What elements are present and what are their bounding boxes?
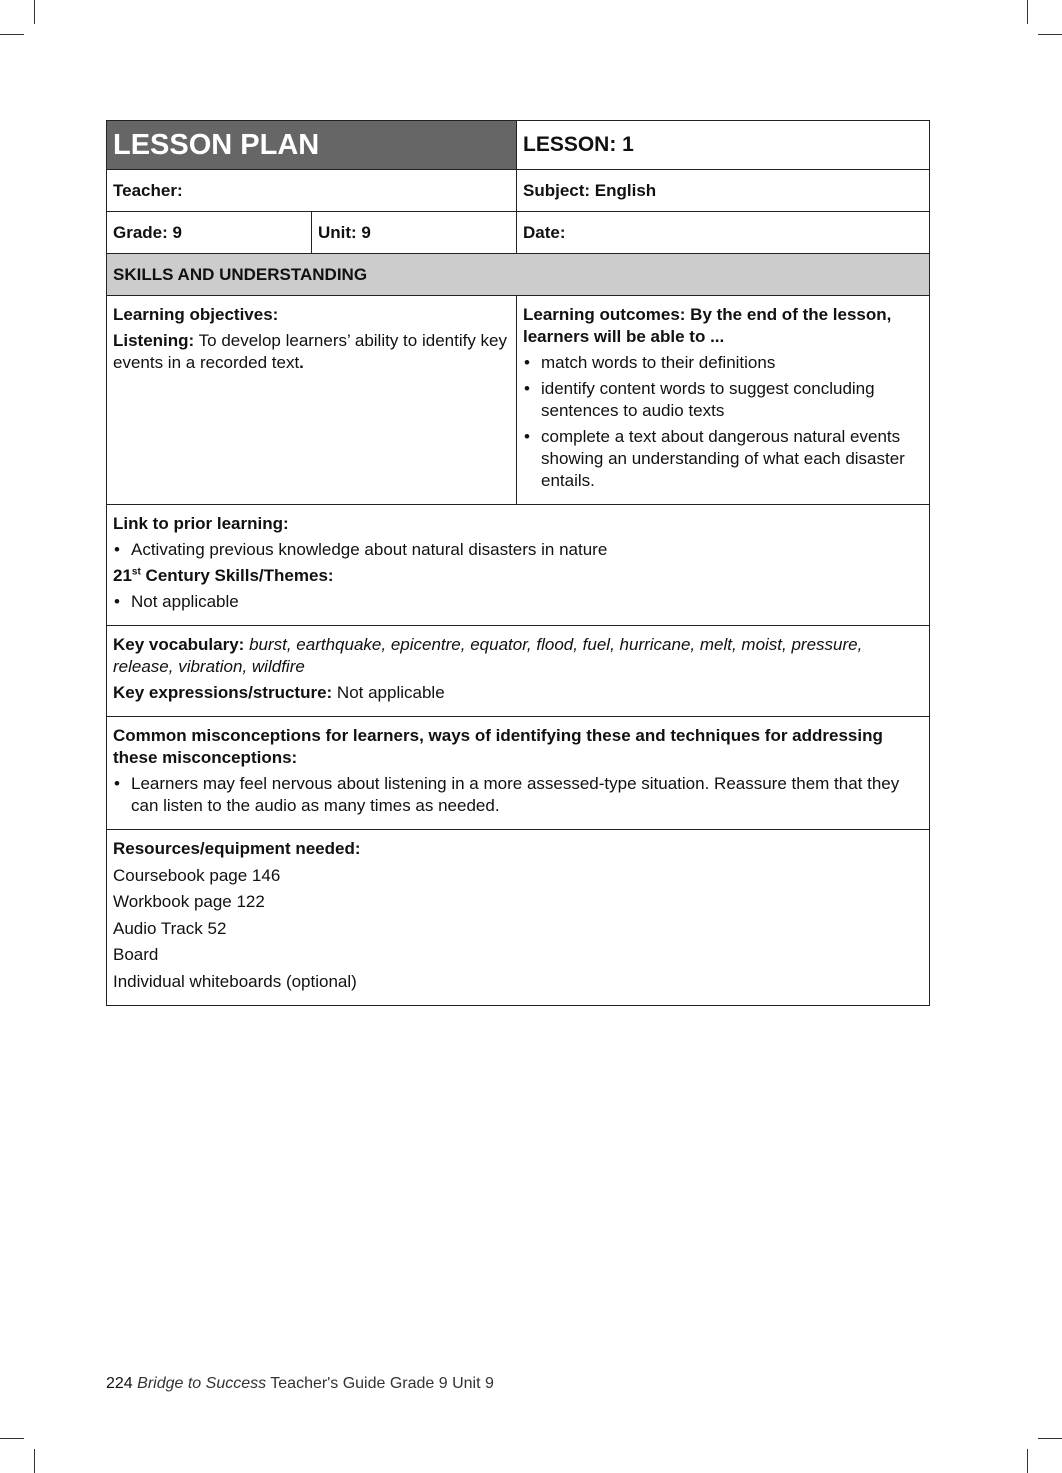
footer-text: Teacher's Guide Grade 9 Unit 9 <box>266 1375 494 1392</box>
bullet-icon: • <box>114 592 120 611</box>
century-number: 21 <box>113 566 132 585</box>
misconception-text: Learners may feel nervous about listening in a more assessed-type situation. Reassure them that they can listen to the audio as many times as needed. <box>131 774 900 815</box>
misconceptions-list <box>113 773 923 817</box>
page-footer <box>106 1375 494 1393</box>
resources-heading: Resources/equipment needed: <box>113 839 361 858</box>
key-expressions-value: Not applicable <box>332 683 445 702</box>
resource-item: Audio Track 52 <box>113 918 227 938</box>
date-field: Date: <box>517 212 930 254</box>
resource-item: Board <box>113 945 159 964</box>
listening-label: Listening: <box>113 331 195 350</box>
crop-mark <box>1038 1438 1062 1439</box>
learning-outcomes-cell <box>517 296 930 505</box>
teacher-field: Teacher: <box>107 170 517 212</box>
lesson-plan-table <box>106 120 930 1006</box>
key-expressions-label: Key expressions/structure: <box>113 683 333 702</box>
crop-mark <box>0 34 24 35</box>
resources-cell <box>107 830 930 1006</box>
crop-mark <box>1038 34 1062 35</box>
crop-mark <box>0 1438 24 1439</box>
century-skills-text: Not applicable <box>131 592 239 611</box>
list-item <box>113 539 923 561</box>
list-item <box>113 591 923 613</box>
key-vocabulary <box>113 634 923 678</box>
lesson-plan-title: LESSON PLAN <box>107 121 517 170</box>
misconceptions-cell <box>107 717 930 830</box>
prior-learning-text: Activating previous knowledge about natural disasters in nature <box>131 540 608 559</box>
grade-field: Grade: 9 <box>107 212 312 254</box>
book-title: Bridge to Success <box>137 1375 267 1392</box>
learning-objectives-cell <box>107 296 517 505</box>
resource-item: Workbook page 122 <box>113 892 265 911</box>
crop-mark <box>1027 0 1028 24</box>
lesson-number: LESSON: 1 <box>517 121 930 170</box>
outcome-text: complete a text about dangerous natural events showing an understanding of what each disaster entails. <box>541 427 905 490</box>
list-item <box>523 378 923 422</box>
bullet-icon: • <box>114 774 120 793</box>
unit-field: Unit: 9 <box>312 212 517 254</box>
resource-item: Individual whiteboards (optional) <box>113 971 357 991</box>
bullet-icon: • <box>524 353 530 372</box>
listening-end: . <box>299 353 304 372</box>
misconceptions-heading: Common misconceptions for learners, ways of identifying these and techniques for addressing these misconceptions: <box>113 726 883 767</box>
bullet-icon: • <box>114 540 120 559</box>
learning-outcomes-heading: Learning outcomes: By the end of the lesson, learners will be able to ... <box>523 305 892 346</box>
listening-text: To develop learners’ ability to identify key events in a recorded text <box>113 331 508 372</box>
skills-section-header: SKILLS AND UNDERSTANDING <box>107 254 930 296</box>
bullet-icon: • <box>524 379 530 398</box>
key-vocabulary-words: burst, earthquake, epicentre, equator, flood, fuel, hurricane, melt, moist, pressure, release, vibration, wildfire <box>113 635 863 676</box>
century-skills-list <box>113 591 923 613</box>
prior-learning-heading: Link to prior learning: <box>113 514 289 533</box>
crop-mark <box>34 1449 35 1473</box>
crop-mark <box>34 0 35 24</box>
outcome-text: identify content words to suggest concluding sentences to audio texts <box>541 379 875 420</box>
century-skills-heading <box>113 565 923 587</box>
learning-objectives-heading: Learning objectives: <box>113 305 279 324</box>
list-item <box>523 352 923 374</box>
century-heading-text: Century Skills/Themes: <box>140 566 334 585</box>
prior-learning-cell <box>107 505 930 626</box>
key-expressions <box>113 682 923 704</box>
century-suffix: st <box>131 566 141 578</box>
key-vocabulary-label: Key vocabulary: <box>113 635 245 654</box>
crop-mark <box>1027 1449 1028 1473</box>
prior-learning-list <box>113 539 923 561</box>
learning-outcomes-list <box>523 352 923 492</box>
subject-field: Subject: English <box>517 170 930 212</box>
resource-item: Coursebook page 146 <box>113 865 281 885</box>
page-number: 224 <box>106 1375 133 1392</box>
list-item <box>523 426 923 492</box>
vocabulary-cell <box>107 626 930 717</box>
bullet-icon: • <box>524 427 530 446</box>
outcome-text: match words to their definitions <box>541 353 776 372</box>
listening-objective <box>113 330 510 374</box>
list-item <box>113 773 923 817</box>
